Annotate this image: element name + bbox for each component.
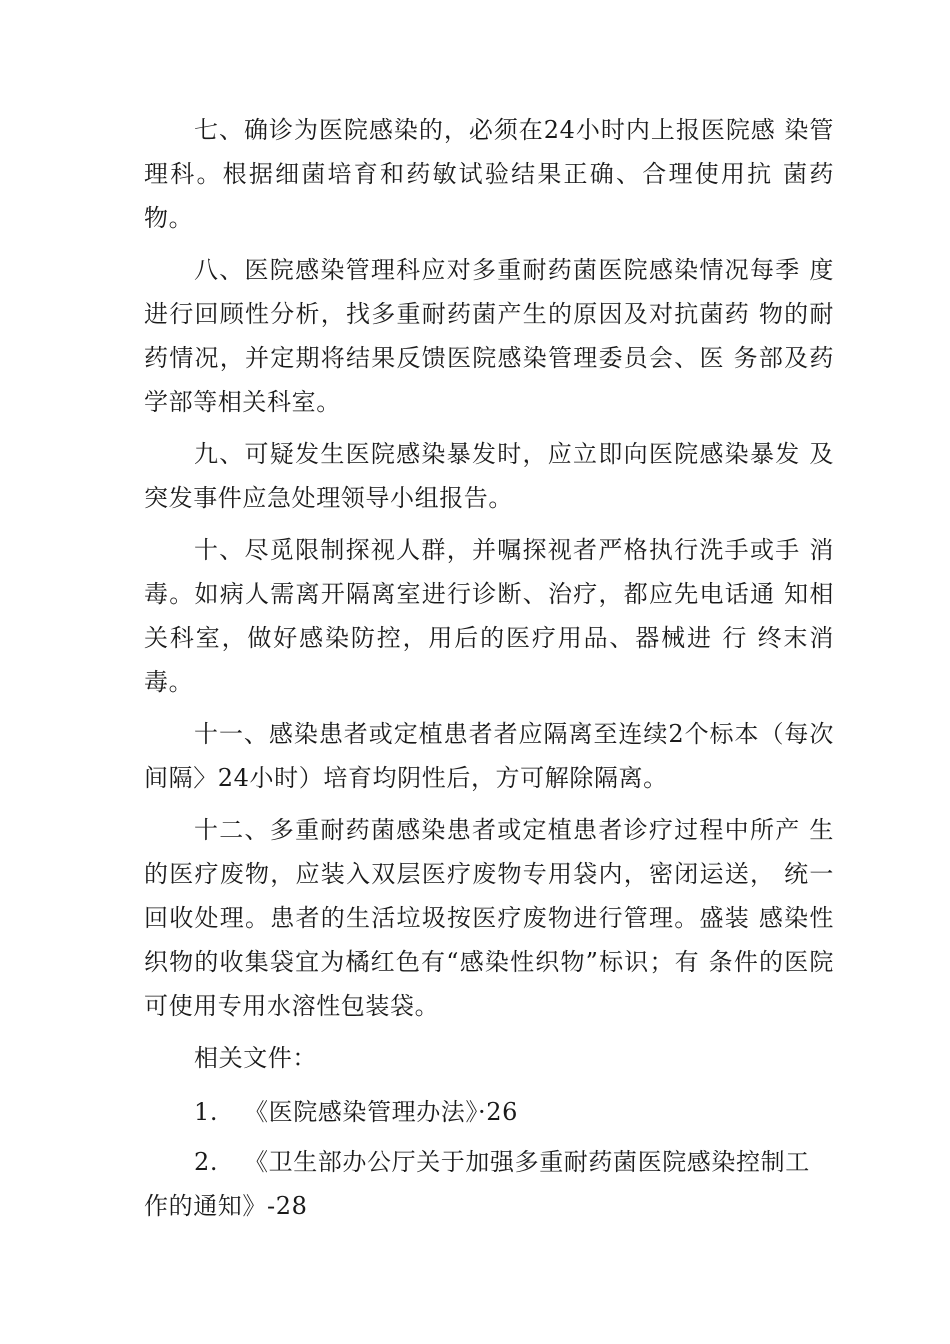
related-document-title: 《卫生部办公厅关于加强多重耐药菌医院感染控制工作的通知》-28 bbox=[144, 1148, 810, 1220]
paragraph-nine: 九、可疑发生医院感染暴发时，应立即向医院感染暴发 及突发事件应急处理领导小组报告。 bbox=[144, 440, 834, 512]
paragraph-ten: 十、尽觅限制探视人群，并嘱探视者严格执行洗手或手 消毒。如病人需离开隔离室进行诊断、治疗，都应先电话通 知相关科室，做好感染防控，用后的医疗用品、器械进 行 终末消毒。 bbox=[144, 536, 834, 696]
related-document-item bbox=[144, 1140, 834, 1228]
related-document-number: 1. bbox=[194, 1098, 219, 1126]
related-document-item bbox=[144, 1090, 834, 1134]
related-documents-heading: 相关文件： bbox=[194, 1044, 317, 1072]
paragraph-eleven: 十一、感染患者或定植患者者应隔离至连续2个标本（每次间隔〉24小时）培育均阴性后，方可解除隔离。 bbox=[144, 720, 834, 792]
paragraph-seven: 七、确诊为医院感染的，必须在24小时内上报医院感 染管理科。根据细菌培育和药敏试验结果正确、合理使用抗 菌药物。 bbox=[144, 116, 834, 232]
paragraph-eight: 八、医院感染管理科应对多重耐药菌医院感染情况每季 度进行回顾性分析，找多重耐药菌产生的原因及对抗菌药 物的耐药情况，并定期将结果反馈医院感染管理委员会、医 务部及药学部等相关科室。 bbox=[144, 256, 834, 416]
related-document-number: 2. bbox=[194, 1148, 219, 1176]
paragraph-twelve: 十二、多重耐药菌感染患者或定植患者诊疗过程中所产 生的医疗废物，应装入双层医疗废物专用袋内，密闭运送， 统一回收处理。患者的生活垃圾按医疗废物进行管理。盛装 感染性织物的收集袋宜为橘红色有“感染性织物”标识；有 条件的医院可使用专用水溶性包装袋。 bbox=[144, 816, 834, 1020]
related-document-title: 《医院感染管理办法》·26 bbox=[244, 1098, 518, 1126]
document-body bbox=[144, 108, 834, 1234]
